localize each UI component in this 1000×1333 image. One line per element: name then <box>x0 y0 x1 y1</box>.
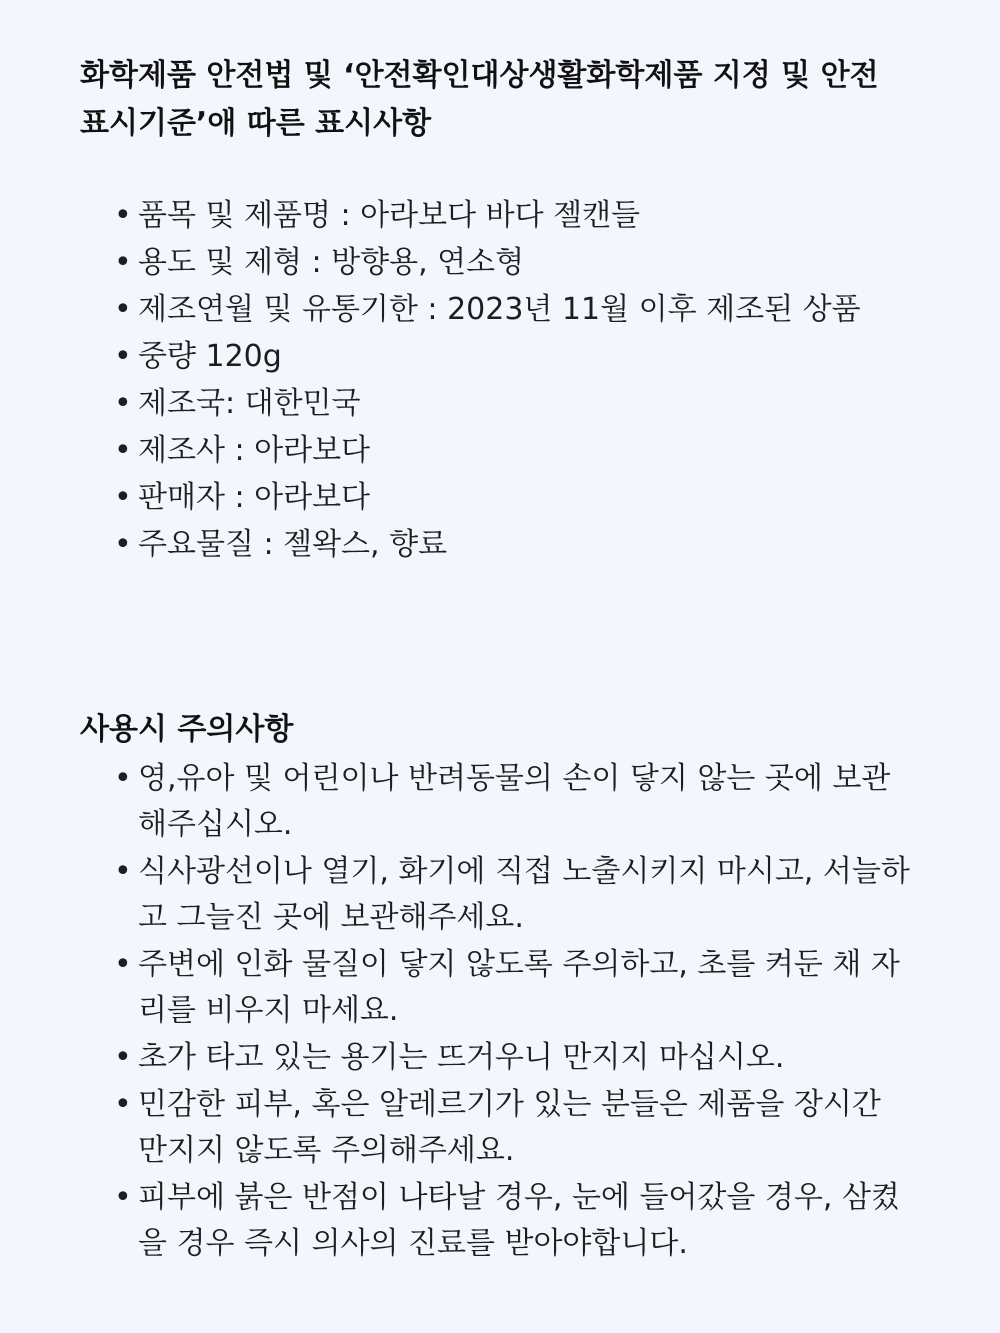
bullet-icon: • <box>114 761 132 796</box>
bullet-icon: • <box>114 527 132 562</box>
bullet-icon: • <box>114 947 132 982</box>
list-item-text: 피부에 붉은 반점이 나타날 경우, 눈에 들어갔을 경우, 삼켰을 경우 즉시 의사의 진료를 받아야합니다. <box>138 1180 900 1261</box>
list-item <box>80 1035 910 1081</box>
bullet-icon: • <box>114 1040 132 1075</box>
list-item <box>80 427 910 474</box>
list-item <box>80 380 910 427</box>
caution-section-title: 사용시 주의사항 <box>80 712 294 747</box>
list-item <box>80 521 910 568</box>
caution-list <box>80 756 910 1268</box>
list-item <box>80 1175 910 1267</box>
list-item <box>80 756 910 848</box>
list-item-text: 주요물질 : 젤왁스, 향료 <box>138 527 448 562</box>
list-item-text: 중량 120g <box>138 339 282 374</box>
bullet-icon: • <box>114 433 132 468</box>
list-item-text: 제조사 : 아라보다 <box>138 433 371 468</box>
bullet-icon: • <box>114 292 132 327</box>
list-item-text: 민감한 피부, 혹은 알레르기가 있는 분들은 제품을 장시간 만지지 않도록 주의해주세요. <box>138 1087 881 1168</box>
list-item-text: 식사광선이나 열기, 화기에 직접 노출시키지 마시고, 서늘하고 그늘진 곳에 보관해주세요. <box>138 854 910 935</box>
bullet-icon: • <box>114 480 132 515</box>
list-item-text: 영,유아 및 어린이나 반려동물의 손이 닿지 않는 곳에 보관해주십시오. <box>138 761 891 842</box>
list-item-text: 품목 및 제품명 : 아라보다 바다 젤캔들 <box>138 198 641 233</box>
bullet-icon: • <box>114 245 132 280</box>
bullet-icon: • <box>114 386 132 421</box>
list-item <box>80 942 910 1034</box>
list-item-text: 제조국: 대한민국 <box>138 386 361 421</box>
list-item <box>80 286 910 333</box>
list-item-text: 주변에 인화 물질이 닿지 않도록 주의하고, 초를 켜둔 채 자리를 비우지 마세요. <box>138 947 900 1028</box>
list-item <box>80 239 910 286</box>
bullet-icon: • <box>114 1180 132 1215</box>
bullet-icon: • <box>114 339 132 374</box>
list-item-text: 판매자 : 아라보다 <box>138 480 371 515</box>
label-info-list <box>80 192 910 568</box>
list-item <box>80 1082 910 1174</box>
list-item <box>80 849 910 941</box>
list-item <box>80 333 910 380</box>
list-item-text: 초가 타고 있는 용기는 뜨거우니 만지지 마십시오. <box>138 1040 785 1075</box>
list-item-text: 제조연월 및 유통기한 : 2023년 11월 이후 제조된 상품 <box>138 292 861 327</box>
bullet-icon: • <box>114 854 132 889</box>
list-item-text: 용도 및 제형 : 방향용, 연소형 <box>138 245 525 280</box>
list-item <box>80 474 910 521</box>
bullet-icon: • <box>114 198 132 233</box>
list-item <box>80 192 910 239</box>
label-section-title: 화학제품 안전법 및 ‘안전확인대상생활화학제품 지정 및 안전 표시기준’애 따른 표시사항 <box>80 58 879 141</box>
bullet-icon: • <box>114 1087 132 1122</box>
